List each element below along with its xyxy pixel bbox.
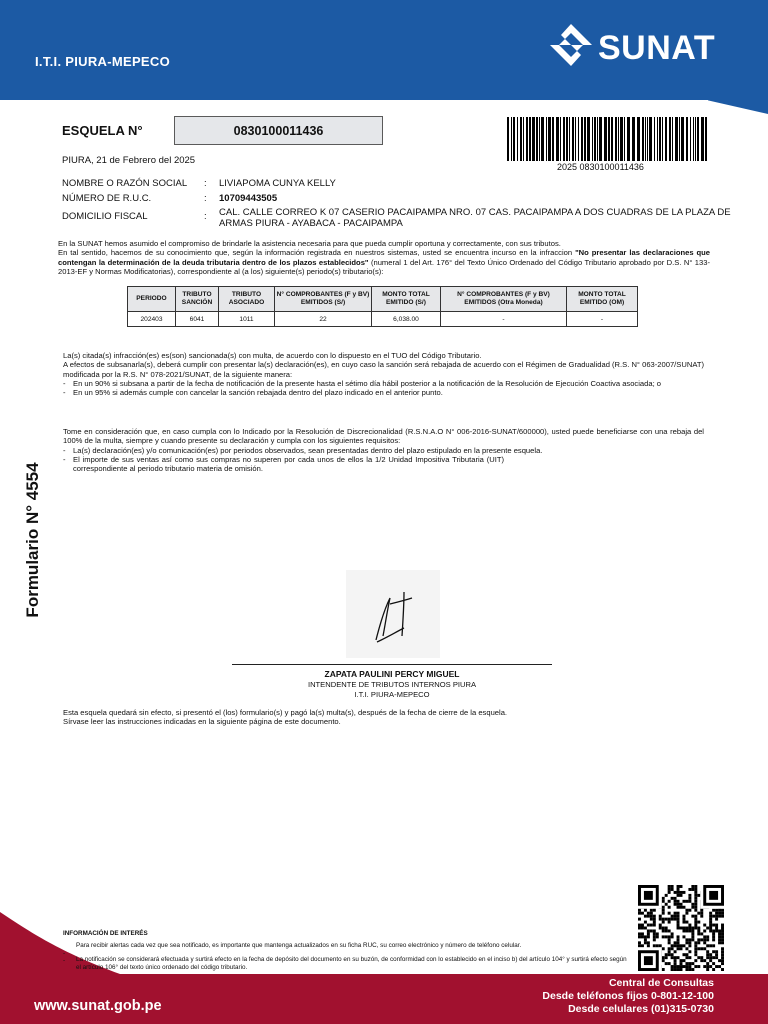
footer-phone-mobile: Desde celulares (01)315-0730 bbox=[568, 1003, 714, 1015]
signer-role: INTENDENTE DE TRIBUTOS INTERNOS PIURA bbox=[307, 680, 477, 689]
qr-code-image bbox=[638, 885, 724, 971]
sanction-bullet-2: - En un 95% si además cumple con cancelar la sanción rebajada dentro del plazo indicado en el anterior punto. bbox=[63, 388, 443, 398]
signer-office: I.T.I. PIURA-MEPECO bbox=[354, 690, 430, 699]
closing-line-2: Sírvase leer las instrucciones indicadas en la siguiente página de este documento. bbox=[63, 717, 341, 727]
discretionality-line-1: Tome en consideración que, en caso cumpla con lo Indicado por la Resolución de Discrecionalidad (R.S.N.A.O N° 006-2016-SUNAT/600000), usted puede beneficiarse con una rebaja del 100% de la multa, siempre y cuando presente su declaración y cumpla con los siguientes requisitos: bbox=[63, 427, 704, 446]
name-value: LIVIAPOMA CUNYA KELLY bbox=[219, 178, 336, 189]
esquela-label: ESQUELA N° bbox=[62, 123, 143, 138]
sanction-line-1: La(s) citada(s) infracción(es) es(son) sancionada(s) con multa, de acuerdo con lo dispuesto en el TUO del Código Tributario. bbox=[63, 351, 482, 360]
signature-line bbox=[232, 664, 552, 665]
col-tributo-sancion: TRIBUTO SANCIÓN bbox=[176, 287, 219, 312]
cell-monto-om: - bbox=[567, 312, 638, 327]
footer-phone-landline: Desde teléfonos fijos 0-801-12-100 bbox=[542, 990, 714, 1002]
name-label: NOMBRE O RAZÓN SOCIAL bbox=[62, 178, 188, 189]
cell-tributo-asociado: 1011 bbox=[219, 312, 275, 327]
tributos-table bbox=[127, 286, 638, 327]
intro-paragraph bbox=[58, 239, 710, 276]
date-line: PIURA, 21 de Febrero del 2025 bbox=[62, 155, 196, 166]
cell-comprobantes-soles: 22 bbox=[275, 312, 372, 327]
closing-line-1: Esta esquela quedará sin efecto, si presentó el (los) formulario(s) y pagó la(s) multa(s), después de la fecha de cierre de la esquela. bbox=[63, 708, 508, 717]
form-number-vertical: Formulario N° 4554 bbox=[23, 462, 42, 618]
cell-monto-soles: 6,038.00 bbox=[372, 312, 441, 327]
cell-tributo-sancion: 6041 bbox=[176, 312, 219, 327]
intro-line-1: En la SUNAT hemos asumido el compromiso de brindarle la asistencia necesaria para que pueda cumplir oportuna y correctamente, con sus tributos. bbox=[58, 239, 561, 248]
col-comprobantes-om: N° COMPROBANTES (F y BV) EMITIDOS (Otra Moneda) bbox=[441, 287, 567, 312]
ruc-value: 10709443505 bbox=[219, 193, 278, 204]
ruc-label: NÚMERO DE R.U.C. bbox=[62, 193, 152, 204]
info-line-1: Para recibir alertas cada vez que sea notificado, es importante que mantenga actualizados en su ficha RUC, su correo electrónico y número de teléfono celular. bbox=[76, 942, 522, 949]
signature-image bbox=[346, 570, 440, 658]
office-title: I.T.I. PIURA-MEPECO bbox=[35, 54, 170, 69]
discretionality-bullet-1: - La(s) declaración(es) y/o comunicación(es) por periodos observados, sean presentadas dentro del plazo estipulado en la presente esquela. bbox=[63, 445, 543, 455]
header-corner bbox=[708, 0, 768, 114]
col-monto-soles: MONTO TOTAL EMITIDO (S/) bbox=[372, 287, 441, 312]
footer-website-link[interactable]: www.sunat.gob.pe bbox=[34, 998, 162, 1014]
address-colon: : bbox=[204, 211, 207, 222]
sanction-paragraph bbox=[63, 351, 704, 397]
table-row bbox=[128, 312, 638, 327]
esquela-number: 0830100011436 bbox=[174, 116, 383, 145]
cell-comprobantes-om: - bbox=[441, 312, 567, 327]
ruc-colon: : bbox=[204, 193, 207, 204]
col-periodo: PERIODO bbox=[128, 287, 176, 312]
sanction-bullet-1: - En un 90% si subsana a partir de la fecha de notificación de la presente hasta el sétimo día hábil posterior a la notificación de la Resolución de Ejecución Coactiva asociada; o bbox=[63, 378, 662, 388]
info-line-2: La notificación se considerará efectuada y surtirá efecto en la fecha de depósito del documento en su buzón, de conformidad con lo establecido en el inciso b) del artículo 104° y surtirá efecto según el artículo 106° del texto único ordenado del código tributario. bbox=[76, 956, 627, 971]
cell-periodo: 202403 bbox=[128, 312, 176, 327]
info-title: INFORMACIÓN DE INTERÉS bbox=[63, 930, 148, 937]
col-tributo-asociado: TRIBUTO ASOCIADO bbox=[219, 287, 275, 312]
address-value: CAL. CALLE CORREO K 07 CASERIO PACAIPAMPA NRO. 07 CAS. PACAIPAMPA A DOS CUADRAS DE LA PLAZA DE ARMAS PIURA - AYABACA - PACAIPAMPA bbox=[219, 207, 731, 229]
closing-paragraph bbox=[63, 708, 704, 727]
discretionality-paragraph bbox=[63, 427, 704, 473]
col-monto-om: MONTO TOTAL EMITIDO (OM) bbox=[567, 287, 638, 312]
intro-line-2: En tal sentido, hacemos de su conocimiento que, según la información registrada en nuestros sistemas, usted se encuentra incurso en la infraccion "No presentar las declaraciones que contengan la determinación de la deuda tributaria dentro de los plazos establecidos" (numeral 1 del Art. 176° del Texto Único Ordenado del Código Tributario aprobado por D.S. N° 133-2013-EF y Normas Modificatorias), correspondiente al (a los) siguiente(s) periodo(s) tributario(s): bbox=[58, 248, 711, 276]
name-colon: : bbox=[204, 178, 207, 189]
sunat-logo-icon bbox=[548, 22, 594, 68]
discretionality-bullet-2: - El importe de sus ventas así como sus compras no superen por cada unos de ellos la 1/2 Unidad Impositiva Tributaria (UIT) correspondiente al periodo tributario materia de omisión. bbox=[63, 454, 504, 474]
barcode-image bbox=[507, 117, 707, 161]
signer-name: ZAPATA PAULINI PERCY MIGUEL bbox=[324, 669, 460, 679]
info-dash-1: - bbox=[63, 950, 66, 957]
footer-contact-title: Central de Consultas bbox=[608, 977, 714, 989]
address-label: DOMICILIO FISCAL bbox=[62, 211, 148, 222]
info-dash-2: - bbox=[63, 957, 66, 964]
col-comprobantes-soles: N° COMPROBANTES (F y BV) EMITIDOS (S/) bbox=[275, 287, 372, 312]
sunat-logo-text: SUNAT bbox=[598, 29, 716, 67]
table-header-row bbox=[128, 287, 638, 312]
barcode-text: 2025 0830100011436 bbox=[557, 162, 644, 172]
sanction-line-2: A efectos de subsanarla(s), deberá cumplir con presentar la(s) declaración(es), en cuyo caso la sanción será rebajada de acuerdo con el Régimen de Gradualidad (R.S. N° 063-2007/SUNAT) modificada por la R.S. N° 078-2021/SUNAT, de la siguiente manera: bbox=[63, 360, 704, 379]
